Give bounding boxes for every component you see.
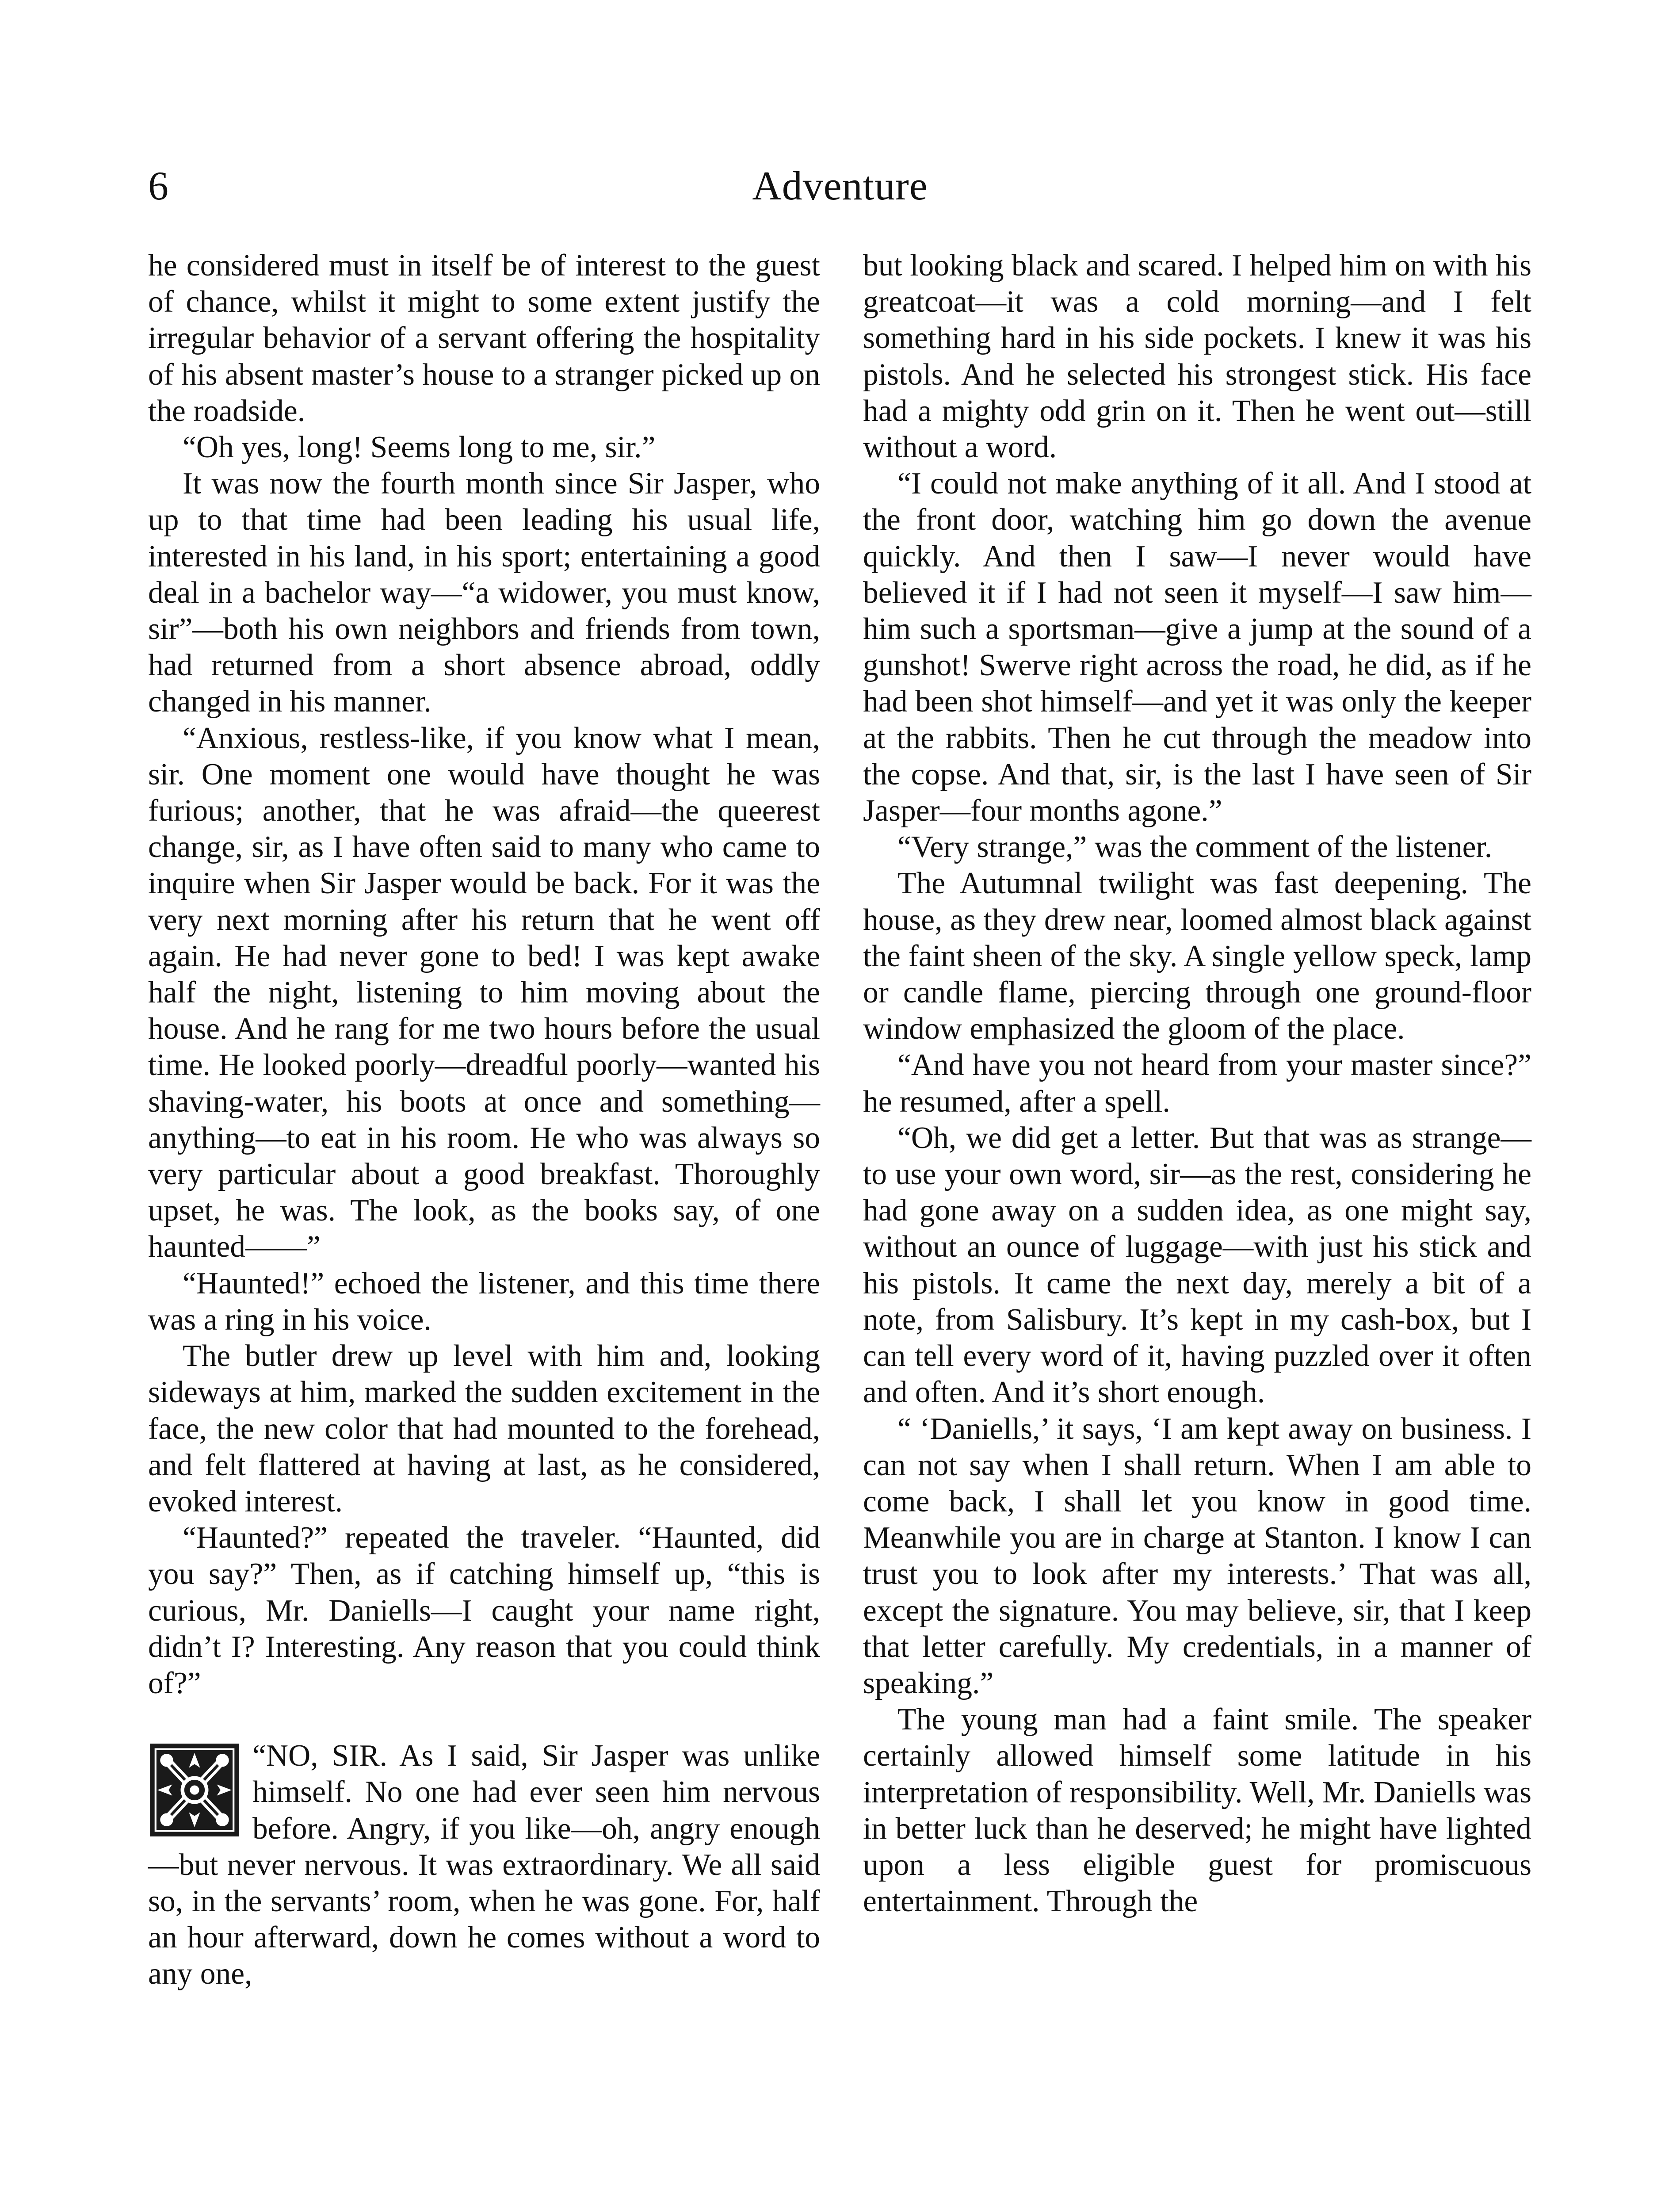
paragraph: The young man had a faint smile. The speaker certainly allowed himself some latitude in his interpretation of responsibility. Well, Mr. Daniells was in better luck than he deserved; he might have lighted upon a less eligible guest for promiscuous entertainment. Through the (863, 1702, 1531, 1919)
paragraph: “Haunted!” echoed the listener, and this time there was a ring in his voice. (148, 1266, 820, 1337)
paragraph: “Anxious, restless-like, if you know what I mean, sir. One moment one would have thought he was furious; another, that he was afraid—the queerest change, sir, as I have often said to many who came to inquire when Sir Jasper would be back. For it was the very next morning after his return that he went off again. He had never gone to bed! I was kept awake half the night, listening to him moving about the house. And he rang for me two hours before the usual time. He looked poorly—dreadful poorly—wanted his shaving-water, his boots at once and something—anything—to eat in his room. He who was always so very particular about a good breakfast. Thoroughly upset, he was. The look, as the books say, of one haunted——” (148, 721, 820, 1264)
left-column (148, 248, 820, 1993)
magazine-title: Adventure (752, 163, 928, 208)
ornament-icon (148, 1741, 241, 1839)
paragraph: “ ‘Daniells,’ it says, ‘I am kept away on business. I can not say when I shall return. When I am able to come back, I shall let you know in good time. Meanwhile you are in charge at Stanton. I know I can trust you to look after my interests.’ That was all, except the signature. You may believe, sir, that I keep that letter carefully. My credentials, in a manner of speaking.” (863, 1412, 1531, 1700)
paragraph: “Very strange,” was the comment of the listener. (897, 830, 1493, 865)
running-header (148, 157, 1532, 223)
paragraph: he considered must in itself be of interest to the guest of chance, whilst it might to some extent justify the irregular behavior of a servant offering the hospitality of his absent master’s house to a stranger picked up on the roadside. (148, 249, 820, 428)
paragraph: “I could not make anything of it all. And I stood at the front door, watching him go down the avenue quickly. And then I saw—I never would have believed it if I had not seen it myself—I saw him—him such a sportsman—give a jump at the sound of a gunshot! Swerve right across the road, he did, as if he had been shot himself—and yet it was only the keeper at the rabbits. Then he cut through the meadow into the copse. And that, sir, is the last I have seen of Sir Jasper—four months agone.” (863, 467, 1531, 828)
paragraph: The Autumnal twilight was fast deepening. The house, as they drew near, loomed almost black against the faint sheen of the sky. A single yellow speck, lamp or candle flame, piercing through one ground-floor window emphasized the gloom of the place. (863, 866, 1531, 1046)
paragraph: “Haunted?” repeated the traveler. “Haunted, did you say?” Then, as if catching himself up, “this is curious, Mr. Daniells—I caught your name right, didn’t I? Interesting. Any reason that you could think of?” (148, 1521, 820, 1700)
paragraph: but looking black and scared. I helped him on with his greatcoat—it was a cold morning—and I felt something hard in his side pockets. I knew it was his pistols. And he selected his strongest stick. His face had a mighty odd grin on it. Then he went out—still without a word. (863, 249, 1531, 465)
paragraph: The butler drew up level with him and, looking sideways at him, marked the sudden excitement in the face, the new color that had mounted to the forehead, and felt flattered at having at last, as he considered, evoked interest. (148, 1339, 820, 1519)
paragraph: It was now the fourth month since Sir Jasper, who up to that time had been leading his usual life, interested in his land, in his sport; entertaining a good deal in a bachelor way—“a widower, you must know, sir”—both his own neighbors and friends from town, had returned from a short absence abroad, oddly changed in his manner. (148, 467, 820, 719)
page-number: 6 (148, 163, 168, 208)
paragraph: “And have you not heard from your master since?” he resumed, after a spell. (863, 1048, 1531, 1119)
section-break (148, 1702, 820, 1738)
paragraph: “Oh, we did get a letter. But that was as strange—to use your own word, sir—as the rest, considering he had gone away on a sudden idea, as one might say, without an ounce of luggage—with just his stick and his pistols. It came the next day, merely a bit of a note, from Salisbury. It’s kept in my cash-box, but I can tell every word of it, having puzzled over it often and often. And it’s short enough. (863, 1121, 1531, 1410)
section-opening-paragraph: “NO, SIR. As I said, Sir Jasper was unlike himself. No one had ever seen him nervous before. Angry, if you like—oh, angry enough—but never nervous. It was extraordinary. We all said so, in the servants’ room, when he was gone. For, half an hour afterward, down he comes without a word to any one, (148, 1739, 820, 1991)
paragraph: “Oh yes, long! Seems long to me, sir.” (183, 430, 656, 465)
right-column (863, 248, 1531, 1920)
